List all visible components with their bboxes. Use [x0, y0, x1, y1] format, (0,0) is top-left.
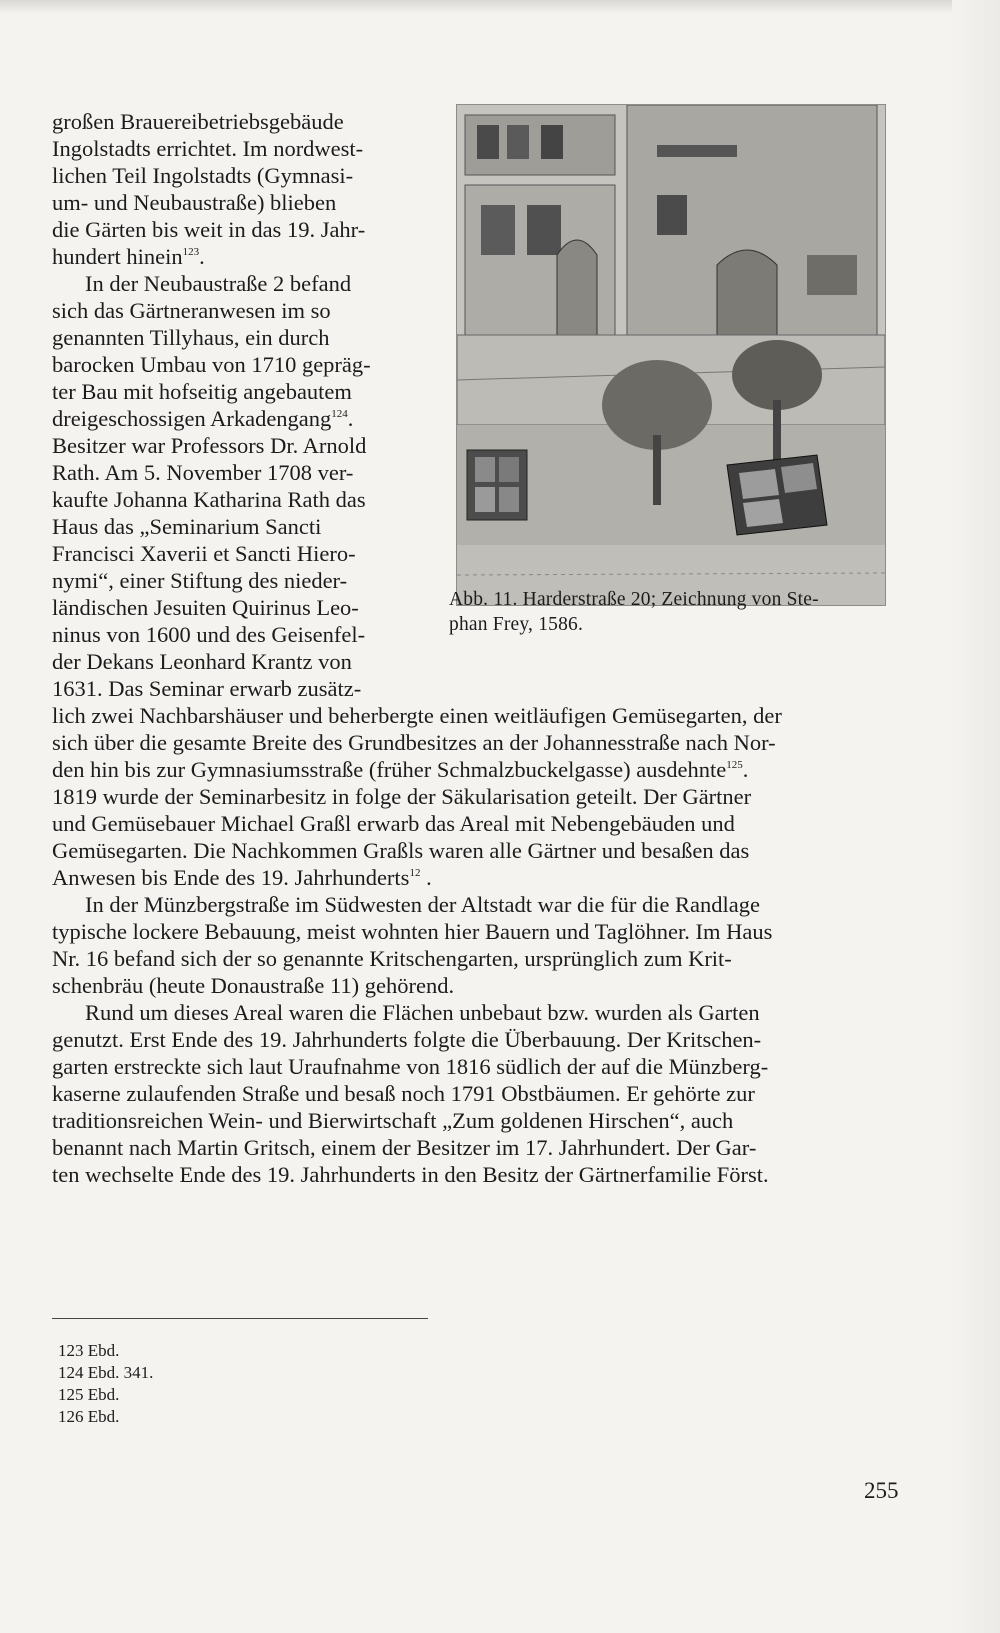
figure-caption-line-1: Abb. 11. Harderstraße 20; Zeichnung von Ste- — [449, 589, 819, 610]
footnote-ref: 123 — [182, 246, 200, 258]
body-line: nymi“, einer Stiftung des nieder- — [52, 568, 348, 593]
body-line: Besitzer war Professors Dr. Arnold — [52, 433, 367, 458]
body-line: Rath. Am 5. November 1708 ver- — [52, 460, 354, 485]
body-line: ten wechselte Ende des 19. Jahrhunderts in den Besitz der Gärtnerfamilie Först. — [52, 1162, 769, 1187]
historic-drawing-image — [457, 105, 885, 605]
body-line: Francisci Xaverii et Sancti Hiero- — [52, 541, 356, 566]
body-line: Anwesen bis Ende des 19. Jahrhunderts$^{12}$ . — [52, 865, 432, 890]
body-line: 1819 wurde der Seminarbesitz in folge der Säkularisation geteilt. Der Gärtner — [52, 784, 752, 809]
body-line: großen Brauereibetriebsgebäude — [52, 109, 344, 134]
body-line: dreigeschossigen Arkadengang$^{124}$. — [52, 406, 354, 431]
footnote-123: 123 Ebd. — [58, 1341, 120, 1360]
body-line: In der Neubaustraße 2 befand — [85, 271, 352, 296]
body-line: die Gärten bis weit in das 19. Jahr- — [52, 217, 366, 242]
body-line: genutzt. Erst Ende des 19. Jahrhunderts folgte die Überbauung. Der Kritschen- — [52, 1027, 762, 1052]
body-line: In der Münzbergstraße im Südwesten der Altstadt war die für die Randlage — [85, 892, 761, 917]
body-line: kaufte Johanna Katharina Rath das — [52, 487, 366, 512]
body-line: Ingolstadts errichtet. Im nordwest- — [52, 136, 364, 161]
figure-drawing — [456, 104, 886, 606]
footnote-126: 126 Ebd. — [58, 1407, 120, 1426]
footnote-ref: 124 — [331, 408, 348, 420]
body-line: traditionsreichen Wein- und Bierwirtschaft „Zum goldenen Hirschen“, auch — [52, 1108, 734, 1133]
body-line: den hin bis zur Gymnasiumsstraße (früher Schmalzbuckelgasse) ausdehnte$^{125}$. — [52, 757, 749, 782]
body-line: barocken Umbau von 1710 gepräg‑ — [52, 352, 371, 377]
body-line: der Dekans Leonhard Krantz von — [52, 649, 352, 674]
body-line: schenbräu (heute Donaustraße 11) gehörend. — [52, 973, 455, 998]
body-line: Nr. 16 befand sich der so genannte Kritschengarten, ursprünglich zum Krit- — [52, 946, 732, 971]
footnote-ref: 12 — [409, 867, 421, 879]
body-line: lichen Teil Ingolstadts (Gymnasi- — [52, 163, 354, 188]
figure-caption-line-2: phan Frey, 1586. — [449, 614, 584, 635]
body-line: kaserne zulaufenden Straße und besaß noch 1791 Obstbäumen. Er gehörte zur — [52, 1081, 755, 1106]
body-line: garten erstreckte sich laut Uraufnahme von 1816 südlich der auf die Münzberg- — [52, 1054, 769, 1079]
body-line: genannten Tillyhaus, ein durch — [52, 325, 330, 350]
body-line: um- und Neubaustraße) blieben — [52, 190, 337, 215]
body-line: ninus von 1600 und des Geisenfel- — [52, 622, 366, 647]
page-number: 255 — [864, 1478, 899, 1503]
body-line: und Gemüsebauer Michael Graßl erwarb das Areal mit Nebengebäuden und — [52, 811, 735, 836]
footnote-125: 125 Ebd. — [58, 1385, 120, 1404]
body-line: typische lockere Bebauung, meist wohnten hier Bauern und Taglöhner. Im Haus — [52, 919, 773, 944]
body-line: Haus das „Seminarium Sancti — [52, 514, 322, 539]
body-line: 1631. Das Seminar erwarb zusätz- — [52, 676, 362, 701]
body-line: sich das Gärtneranwesen im so — [52, 298, 331, 323]
body-line: ter Bau mit hofseitig angebautem — [52, 379, 352, 404]
body-line: sich über die gesamte Breite des Grundbesitzes an der Johannesstraße nach Nor- — [52, 730, 776, 755]
scan-top-edge — [0, 0, 1000, 14]
body-line: Rund um dieses Areal waren die Flächen unbebaut bzw. wurden als Garten — [85, 1000, 760, 1025]
footnote-rule — [52, 1318, 428, 1319]
body-line: ländischen Jesuiten Quirinus Leo- — [52, 595, 359, 620]
body-line: Gemüsegarten. Die Nachkommen Graßls waren alle Gärtner und besaßen das — [52, 838, 750, 863]
body-line: hundert hinein$^{123}$. — [52, 244, 205, 269]
scan-right-edge — [952, 0, 1000, 1633]
footnote-ref: 125 — [726, 759, 743, 771]
body-line: benannt nach Martin Gritsch, einem der Besitzer im 17. Jahrhundert. Der Gar- — [52, 1135, 757, 1160]
footnote-124: 124 Ebd. 341. — [58, 1363, 154, 1382]
body-line: lich zwei Nachbarshäuser und beherbergte einen weitläufigen Gemüsegarten, der — [52, 703, 782, 728]
